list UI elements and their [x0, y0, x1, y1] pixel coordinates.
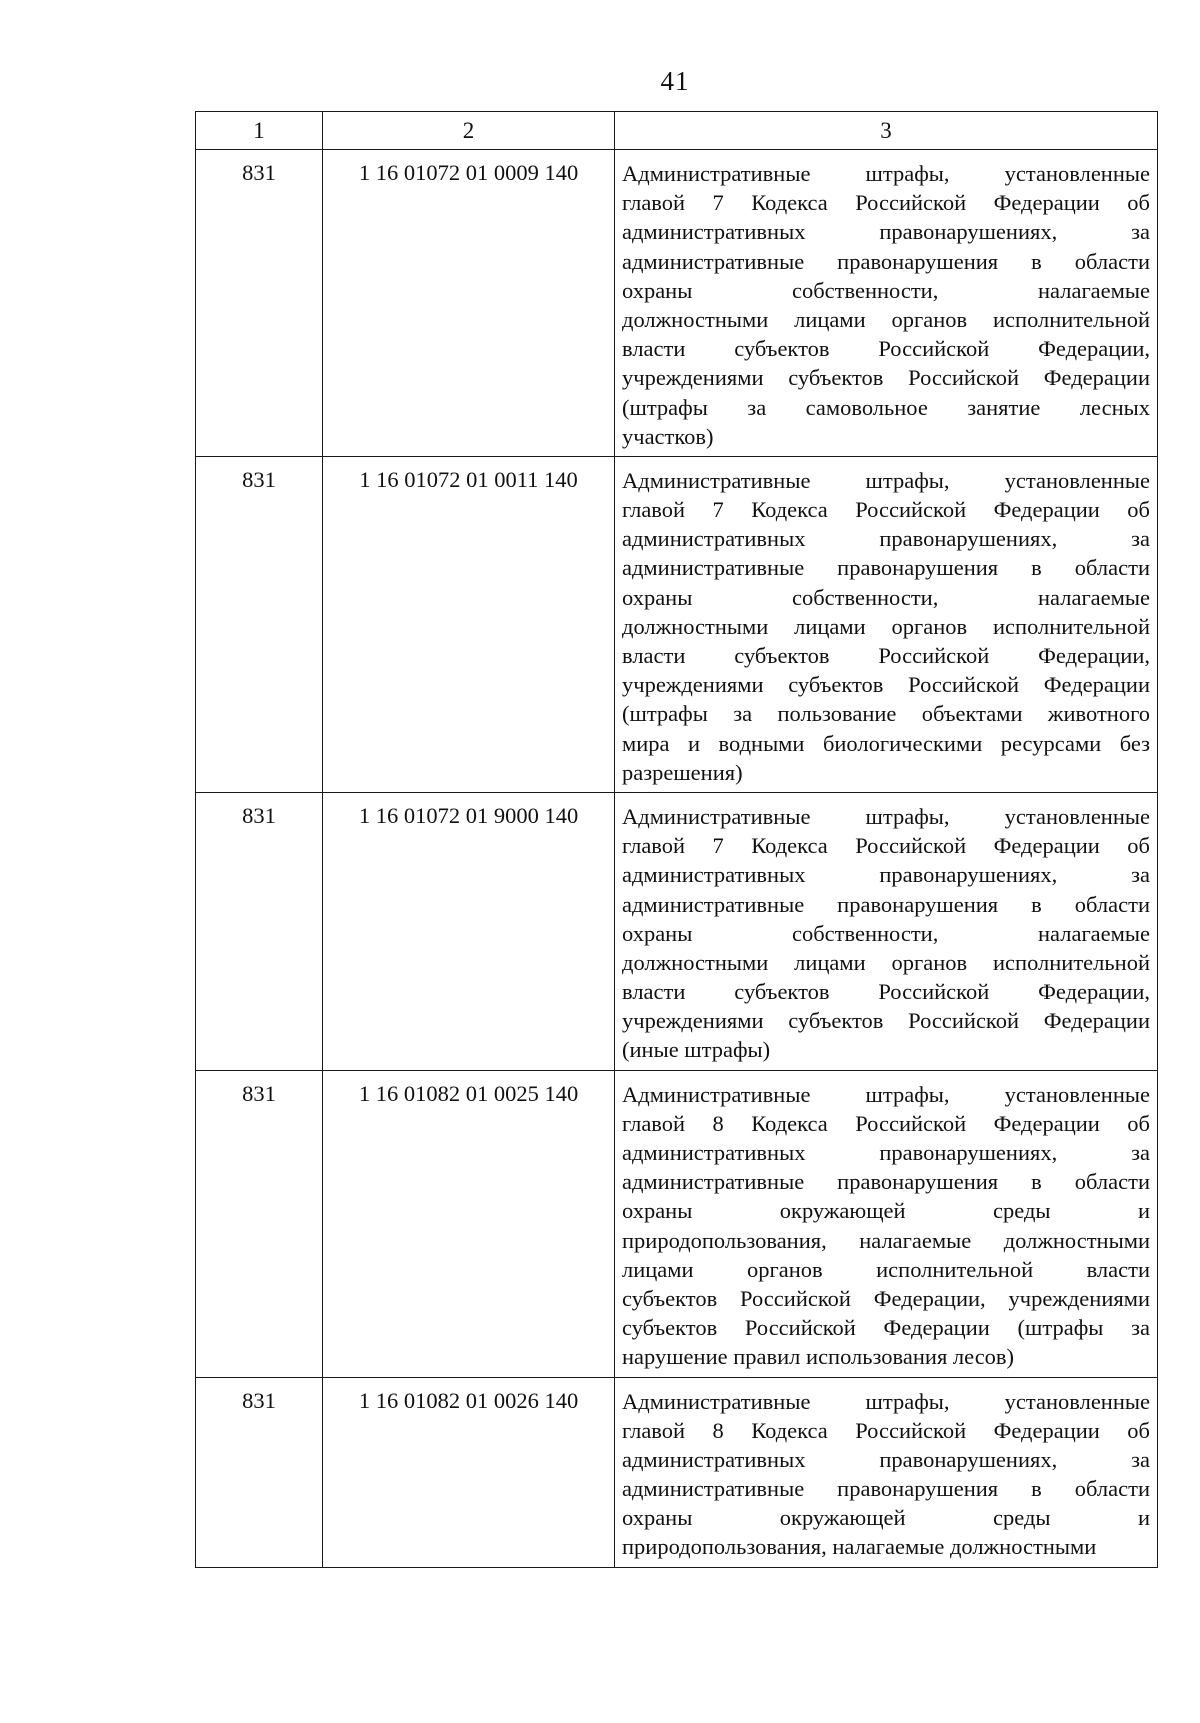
description-line: субъектов Российской Федерации (штрафы за: [622, 1315, 1150, 1341]
table-row: [196, 792, 1158, 1070]
description-line: природопользования, налагаемые должностными: [622, 1227, 1150, 1253]
table-row: [196, 456, 1158, 792]
table-row: [196, 1070, 1158, 1377]
fines-table: [195, 111, 1158, 1568]
budget-code-cell: 1 16 01072 01 0009 140: [323, 150, 615, 457]
page-number: 41: [660, 66, 690, 96]
description-line: власти субъектов Российской Федерации,: [622, 336, 1150, 362]
description-line: субъектов Российской Федерации, учреждениями: [622, 1285, 1150, 1311]
table-row: [196, 1377, 1158, 1567]
description-cell: [615, 150, 1158, 457]
description-line: нарушение правил использования лесов): [622, 1344, 1015, 1370]
table-body: [196, 112, 1158, 1568]
budget-code-cell: 1 16 01082 01 0026 140: [323, 1377, 615, 1567]
description-line: охраны собственности, налагаемые: [622, 277, 1150, 303]
description-line: участков): [622, 423, 714, 449]
description-line: административные правонарушения в области: [622, 891, 1150, 917]
table-header-row: [196, 112, 1158, 150]
description-line: Административные штрафы, установленные: [622, 467, 1150, 493]
description-line: административных правонарушениях, за: [622, 219, 1150, 245]
description-line: главой 8 Кодекса Российской Федерации об: [622, 1110, 1150, 1136]
column-header-1: 1: [196, 112, 323, 150]
admin-code-cell: 831: [196, 792, 323, 1070]
description-line: административные правонарушения в области: [622, 1476, 1150, 1502]
description-line: учреждениями субъектов Российской Федерации: [622, 1008, 1150, 1034]
description-line: главой 8 Кодекса Российской Федерации об: [622, 1417, 1150, 1443]
description-line: (штрафы за пользование объектами животного: [622, 701, 1150, 727]
description-cell: [615, 456, 1158, 792]
description-line: административных правонарушениях, за: [622, 1140, 1150, 1165]
budget-code-cell: 1 16 01072 01 9000 140: [323, 792, 615, 1070]
description-line: административных правонарушениях, за: [622, 862, 1150, 888]
description-cell: [615, 792, 1158, 1070]
description-line: главой 7 Кодекса Российской Федерации об: [622, 497, 1150, 523]
description-line: административных правонарушениях, за: [622, 526, 1150, 552]
description-cell: [615, 1377, 1158, 1567]
description-line: охраны собственности, налагаемые: [622, 920, 1150, 946]
description-line: власти субъектов Российской Федерации,: [622, 979, 1150, 1005]
description-line: (штрафы за самовольное занятие лесных: [622, 394, 1150, 420]
description-line: учреждениями субъектов Российской Федерации: [622, 672, 1150, 698]
description-line: административные правонарушения в области: [622, 1169, 1150, 1195]
description-line: охраны собственности, налагаемые: [622, 584, 1150, 610]
description-line: Административные штрафы, установленные: [622, 1081, 1150, 1107]
table-row: [196, 150, 1158, 457]
description-line: лицами органов исполнительной власти: [622, 1256, 1150, 1282]
description-line: охраны окружающей среды и: [622, 1198, 1150, 1224]
description-line: главой 7 Кодекса Российской Федерации об: [622, 833, 1150, 859]
description-line: власти субъектов Российской Федерации,: [622, 643, 1150, 668]
column-header-3: 3: [615, 112, 1158, 150]
budget-code-cell: 1 16 01082 01 0025 140: [323, 1070, 615, 1377]
description-line: Административные штрафы, установленные: [622, 1388, 1150, 1414]
description-line: (иные штрафы): [622, 1037, 771, 1063]
description-line: охраны окружающей среды и: [622, 1505, 1150, 1531]
budget-code-cell: 1 16 01072 01 0011 140: [323, 456, 615, 792]
column-header-2: 2: [323, 112, 615, 150]
admin-code-cell: 831: [196, 456, 323, 792]
description-line: административные правонарушения в области: [622, 248, 1150, 274]
admin-code-cell: 831: [196, 1377, 323, 1567]
description-line: должностными лицами органов исполнительной: [622, 613, 1150, 639]
description-line: Административные штрафы, установленные: [622, 803, 1150, 829]
description-cell: [615, 1070, 1158, 1377]
description-line: мира и водными биологическими ресурсами без: [622, 730, 1150, 756]
description-line: должностными лицами органов исполнительной: [622, 306, 1150, 332]
description-line: разрешения): [622, 759, 743, 785]
description-line: административные правонарушения в области: [622, 555, 1150, 581]
admin-code-cell: 831: [196, 1070, 323, 1377]
description-line: природопользования, налагаемые должностными: [622, 1534, 1097, 1560]
description-line: административных правонарушениях, за: [622, 1446, 1150, 1472]
description-line: Административные штрафы, установленные: [622, 161, 1150, 186]
description-line: должностными лицами органов исполнительной: [622, 949, 1150, 975]
description-line: главой 7 Кодекса Российской Федерации об: [622, 190, 1150, 216]
admin-code-cell: 831: [196, 150, 323, 457]
description-line: учреждениями субъектов Российской Федерации: [622, 365, 1150, 391]
